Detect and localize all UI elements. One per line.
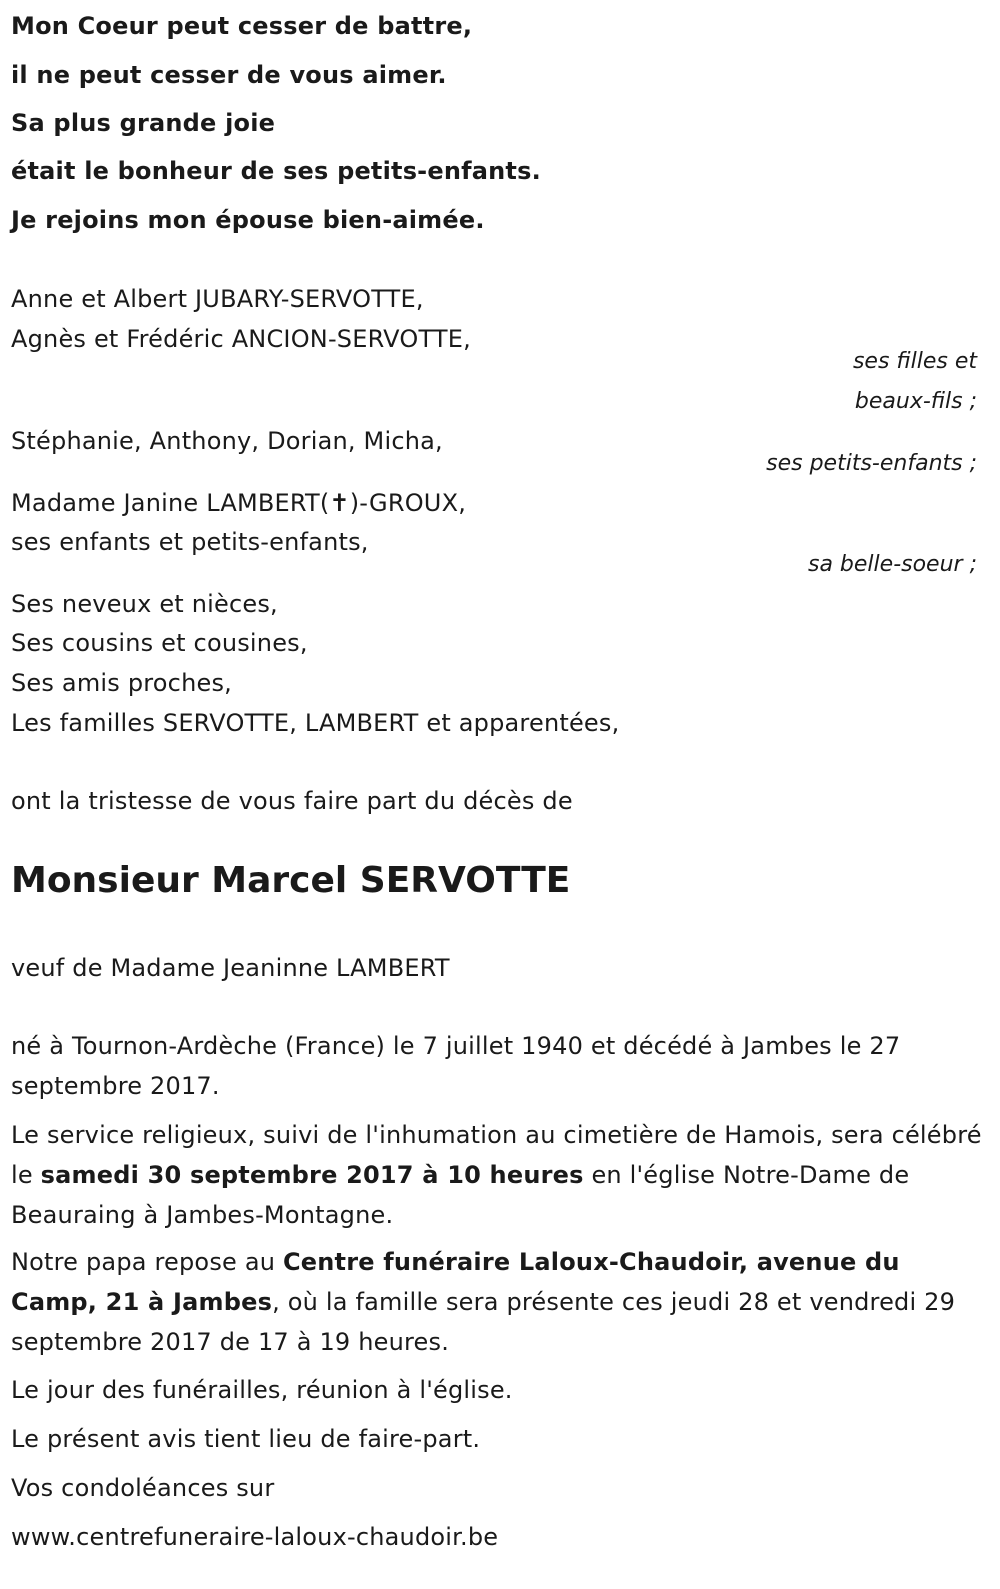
family-daughters-role-1: ses filles et <box>852 349 977 374</box>
repose-text-1: Notre papa repose au <box>11 1248 283 1276</box>
family-sister-in-law-line-2: ses enfants et petits-enfants, <box>11 528 369 556</box>
family-others-line-4: Les familles SERVOTTE, LAMBERT et apparentées, <box>11 709 620 737</box>
condolences-label: Vos condoléances sur <box>11 1474 275 1502</box>
birth-death-text: né à Tournon-Ardèche (France) le 7 juillet 1940 et décédé à Jambes le 27 septembre 2017. <box>11 1032 901 1100</box>
poem-line-2: il ne peut cesser de vous aimer. <box>11 61 447 89</box>
service-paragraph <box>11 1115 986 1235</box>
poem-line-1: Mon Coeur peut cesser de battre, <box>11 12 473 40</box>
family-sister-in-law-line-1: Madame Janine LAMBERT(✝)-GROUX, <box>11 489 467 517</box>
poem-line-4: était le bonheur de ses petits-enfants. <box>11 157 541 185</box>
service-text-1: Le service religieux, suivi de l'inhumation au cimetière de Hamois, sera célébré le <box>11 1121 982 1189</box>
family-others-line-2: Ses cousins et cousines, <box>11 629 308 657</box>
funeral-meeting-text: Le jour des funérailles, réunion à l'église. <box>11 1376 513 1404</box>
repose-place: Centre funéraire Laloux-Chaudoir, avenue du Camp, 21 à Jambes <box>11 1248 900 1316</box>
family-others-line-3: Ses amis proches, <box>11 669 232 697</box>
repose-text-2: , où la famille sera présente ces jeudi 28 et vendredi 29 septembre 2017 de 17 à 19 heures. <box>11 1288 956 1356</box>
family-daughters-line-2: Agnès et Frédéric ANCION-SERVOTTE, <box>11 325 471 353</box>
family-grandchildren-role: ses petits-enfants ; <box>766 451 977 476</box>
repose-paragraph <box>11 1242 986 1362</box>
family-daughters-line-1: Anne et Albert JUBARY-SERVOTTE, <box>11 285 424 313</box>
website-link[interactable]: www.centrefuneraire-laloux-chaudoir.be <box>11 1523 499 1551</box>
service-text-2: en l'église Notre-Dame de Beauraing à Jambes-Montagne. <box>11 1161 910 1229</box>
announcement-text: ont la tristesse de vous faire part du décès de <box>11 787 573 815</box>
family-sister-in-law-role: sa belle-soeur ; <box>808 552 977 577</box>
widower-text: veuf de Madame Jeaninne LAMBERT <box>11 954 450 982</box>
deceased-name: Monsieur Marcel SERVOTTE <box>11 860 571 901</box>
family-grandchildren: Stéphanie, Anthony, Dorian, Micha, <box>11 427 443 455</box>
poem-line-3: Sa plus grande joie <box>11 109 276 137</box>
family-daughters-role-2: beaux-fils ; <box>854 389 977 414</box>
service-date: samedi 30 septembre 2017 à 10 heures <box>40 1161 584 1189</box>
notice-text: Le présent avis tient lieu de faire-part. <box>11 1425 481 1453</box>
family-others-line-1: Ses neveux et nièces, <box>11 590 278 618</box>
poem-line-5: Je rejoins mon épouse bien-aimée. <box>11 206 485 234</box>
